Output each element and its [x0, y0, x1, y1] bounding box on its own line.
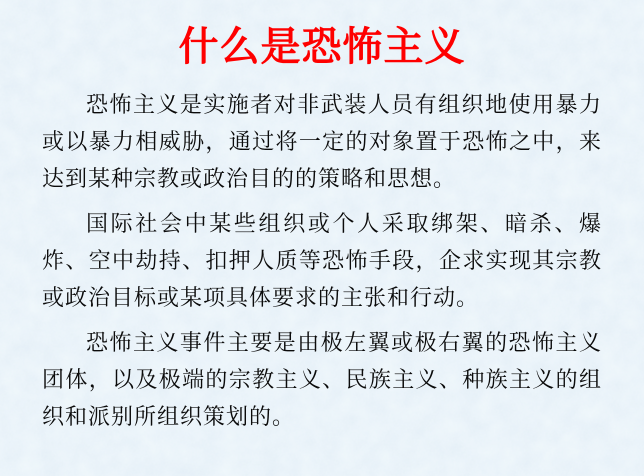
slide-body [42, 86, 602, 435]
slide-title: 什么是恐怖主义 [178, 25, 466, 69]
paragraph-terrorism-definition: 恐怖主义是实施者对非武装人员有组织地使用暴力或以暴力相威胁，通过将一定的对象置于恐怖之中，来达到某种宗教或政治目的的策略和思想。 [42, 92, 602, 191]
paragraph-terrorism-methods: 国际社会中某些组织或个人采取绑架、暗杀、爆炸、空中劫持、扣押人质等恐怖手段，企求实现其宗教或政治目标或某项具体要求的主张和行动。 [42, 211, 602, 310]
paragraph-terrorism-organizers: 恐怖主义事件主要是由极左翼或极右翼的恐怖主义团体，以及极端的宗教主义、民族主义、种族主义的组织和派别所组织策划的。 [42, 330, 602, 429]
